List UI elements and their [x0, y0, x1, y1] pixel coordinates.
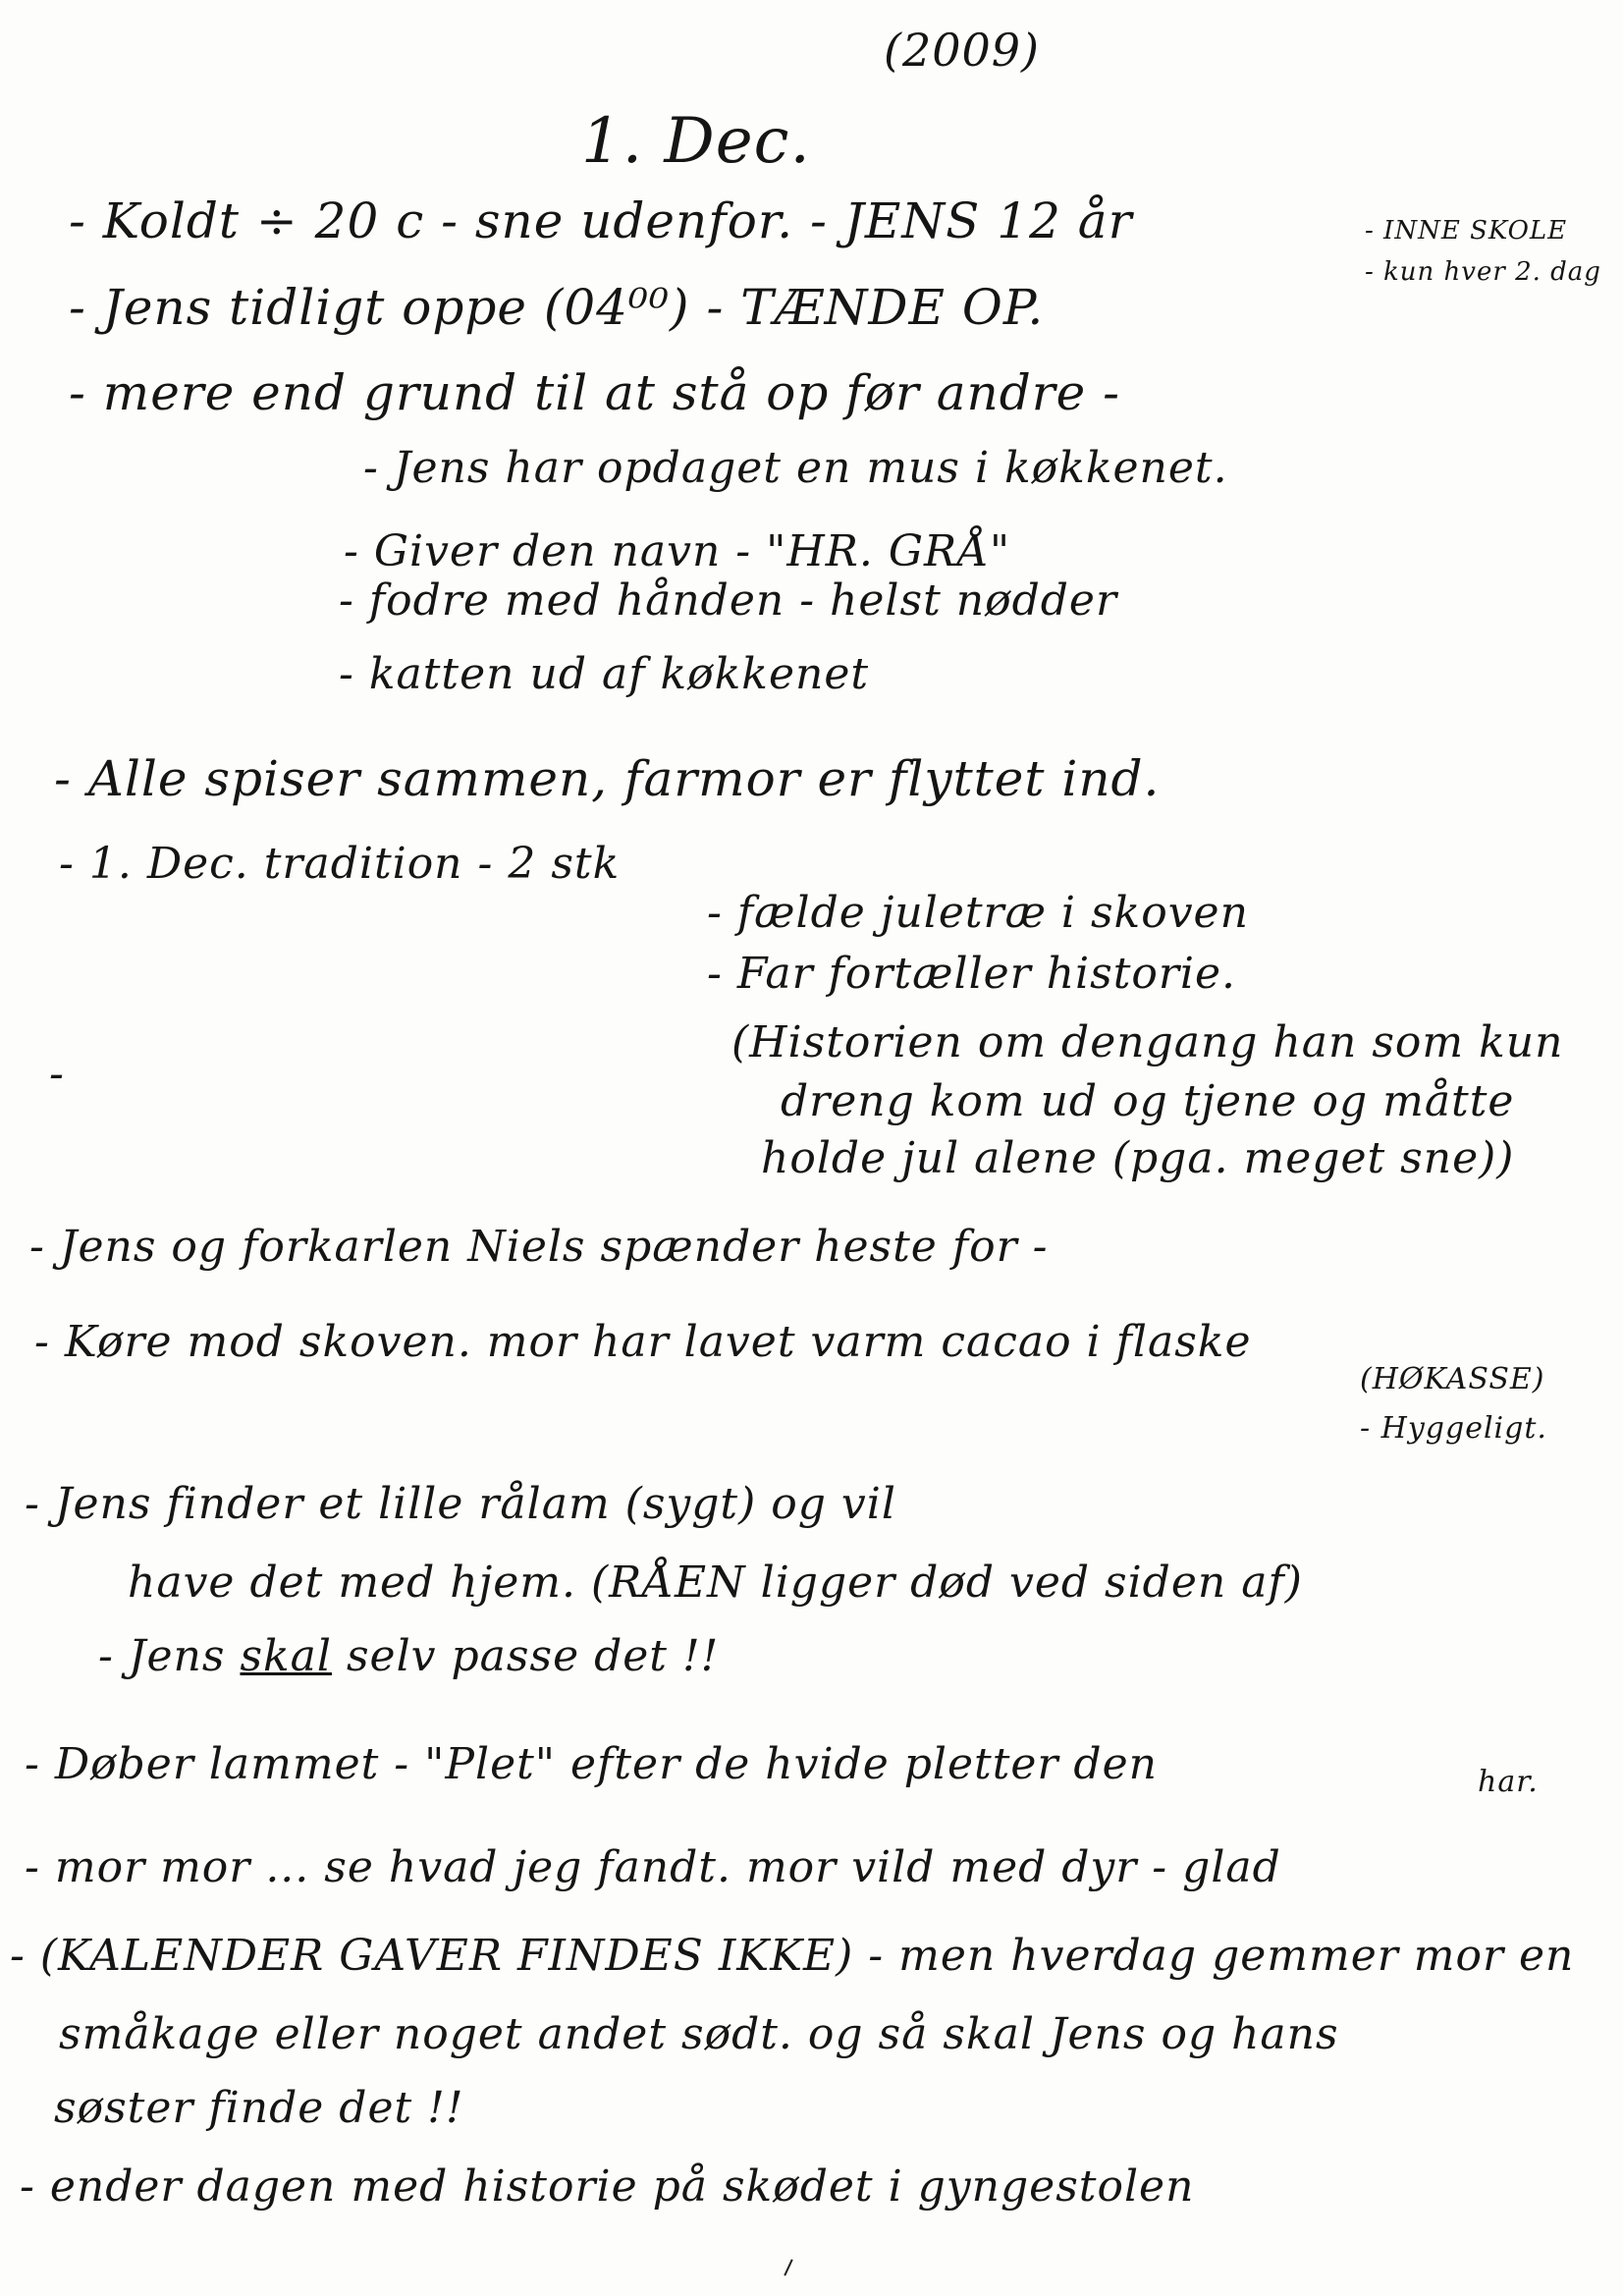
note-line-19-prefix: - Jens	[98, 1631, 241, 1681]
note-line-1-side-a: - INNE SKOLE	[1365, 216, 1568, 246]
note-line-5: - Giver den navn - "HR. GRÅ"	[344, 526, 1011, 576]
note-line-17: - Jens finder et lille rålam (sygt) og vil	[25, 1479, 896, 1529]
note-line-12-dash: -	[49, 1049, 65, 1099]
note-line-15: - Jens og forkarlen Niels spænder heste for -	[29, 1222, 1049, 1272]
note-line-20-side: har.	[1478, 1765, 1539, 1799]
note-line-1: - Koldt ÷ 20 c - sne udenfor. - JENS 12 år	[69, 192, 1133, 249]
note-line-19	[98, 1631, 720, 1681]
note-line-16-side-a: (HØKASSE)	[1360, 1362, 1545, 1396]
note-line-16: - Køre mod skoven. mor har lavet varm cacao i flaske	[34, 1317, 1252, 1367]
note-line-1-side-b: - kun hver 2. dag	[1365, 257, 1601, 287]
stray-pen-mark	[784, 2259, 792, 2275]
note-line-13: dreng kom ud og tjene og måtte	[781, 1076, 1515, 1126]
note-line-14: holde jul alene (pga. meget sne))	[761, 1133, 1515, 1183]
note-line-21: - mor mor ... se hvad jeg fandt. mor vild med dyr - glad	[25, 1842, 1281, 1892]
note-line-22: - (KALENDER GAVER FINDES IKKE) - men hverdag gemmer mor en	[10, 1931, 1575, 1981]
note-line-4: - Jens har opdaget en mus i køkkenet.	[363, 443, 1228, 493]
header-year: (2009)	[884, 24, 1040, 77]
note-line-2: - Jens tidligt oppe (04⁰⁰) - TÆNDE OP.	[69, 279, 1045, 336]
note-line-19-suffix: selv passe det !!	[331, 1631, 720, 1681]
note-line-18: have det med hjem. (RÅEN ligger død ved siden af)	[128, 1558, 1303, 1608]
note-line-16-side-b: - Hyggeligt.	[1360, 1411, 1547, 1446]
header-date: 1. Dec.	[581, 105, 811, 178]
note-line-23: småkage eller noget andet sødt. og så skal Jens og hans	[59, 2009, 1339, 2059]
note-line-24: søster finde det !!	[54, 2083, 464, 2133]
note-line-25: - ender dagen med historie på skødet i gyngestolen	[20, 2161, 1195, 2212]
note-line-10: - fælde juletræ i skoven	[707, 888, 1249, 938]
note-line-9: - 1. Dec. tradition - 2 stk	[59, 839, 621, 889]
note-line-3: - mere end grund til at stå op før andre -	[69, 364, 1121, 421]
note-line-8: - Alle spiser sammen, farmor er flyttet ind.	[54, 750, 1161, 807]
note-line-19-emphasis: skal	[240, 1631, 332, 1681]
note-line-20: - Døber lammet - "Plet" efter de hvide pletter den	[25, 1739, 1158, 1789]
note-line-11: - Far fortæller historie.	[707, 949, 1236, 999]
note-line-7: - katten ud af køkkenet	[339, 649, 870, 699]
note-line-12: (Historien om dengang han som kun	[731, 1017, 1564, 1067]
note-line-6: - fodre med hånden - helst nødder	[339, 575, 1117, 626]
